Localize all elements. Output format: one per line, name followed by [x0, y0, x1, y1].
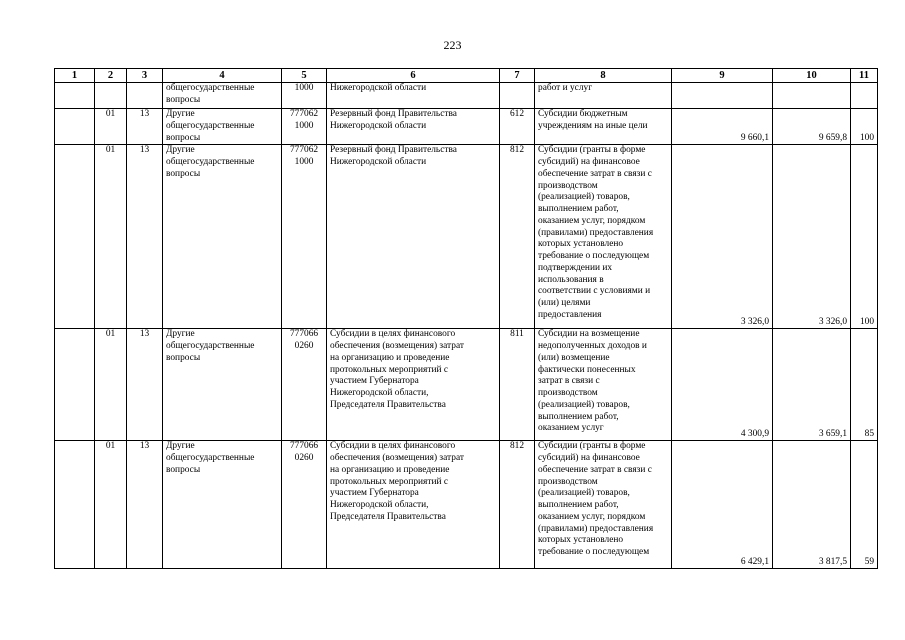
cell-text-line: вопросы [166, 464, 201, 475]
cell-text-line: подтверждении их [538, 262, 613, 273]
execution-percent-cell [851, 83, 878, 109]
row-number-cell [55, 83, 95, 109]
table-row [55, 329, 878, 441]
cell-text-line: (реализацией) товаров, [538, 399, 630, 410]
section-name-cell [163, 441, 282, 569]
cell-text-line: общегосударственные [166, 341, 255, 351]
cell-text-line: оказанием услуг, порядком [538, 511, 646, 522]
cell-text-line: (или) целями [538, 298, 591, 308]
cell-text-line: учреждениям на иные цели [538, 120, 648, 131]
cell-text-line: вопросы [166, 94, 201, 105]
cell-text-line: которых установлено [538, 535, 624, 546]
cell-text-line: 777062 [289, 109, 319, 119]
row-number-cell [55, 441, 95, 569]
expense-type-code-cell: 612 [500, 109, 535, 145]
cell-text-line: протокольных мероприятий с [330, 476, 449, 487]
target-article-cell [282, 83, 327, 109]
cell-text-line: Субсидии в целях финансового [330, 441, 456, 452]
expense-type-name-cell [535, 109, 672, 145]
row-number-cell [55, 329, 95, 441]
column-header: 7 [500, 69, 535, 83]
target-article-cell [282, 145, 327, 329]
cell-text-line: 1000 [294, 120, 314, 131]
expense-type-code-cell: 812 [500, 441, 535, 569]
cell-text-line: оказанием услуг, порядком [538, 215, 646, 226]
cell-text-line: вопросы [166, 132, 201, 143]
cell-text-line: общегосударственные [166, 453, 255, 463]
cell-text-line: выполнением работ, [538, 411, 619, 422]
executed-amount-cell: 3 817,5 [773, 441, 851, 569]
cell-text-line: производством [538, 476, 598, 487]
cell-text-line: оказанием услуг [538, 423, 604, 434]
cell-text-line: вопросы [166, 168, 201, 179]
cell-text-line: требование о последующем [538, 547, 650, 557]
column-header: 11 [851, 69, 878, 83]
cell-text-line: Нижегородской области, [330, 388, 429, 398]
cell-text-line: Субсидии (гранты в форме [538, 441, 646, 452]
expense-type-name-cell [535, 441, 672, 569]
executed-amount-cell [773, 83, 851, 109]
table-row [55, 145, 878, 329]
article-name-cell [327, 109, 500, 145]
section-name-cell [163, 145, 282, 329]
cell-text-line: предоставления [538, 309, 602, 320]
cell-text-line: Председателя Правительства [330, 399, 446, 410]
subsection-code-cell: 13 [127, 145, 163, 329]
cell-text-line: общегосударственные [166, 120, 255, 131]
row-number-cell [55, 145, 95, 329]
execution-percent-cell: 59 [851, 441, 878, 569]
table-body [55, 83, 878, 569]
cell-text-line: (правилами) предоставления [538, 227, 654, 238]
cell-text-line: (или) возмещение [538, 352, 610, 363]
subsection-code-cell: 13 [127, 109, 163, 145]
cell-text-line: работ и услуг [538, 83, 593, 93]
cell-text-line: Субсидии бюджетным [538, 109, 628, 119]
expense-type-name-cell [535, 83, 672, 109]
cell-text-line: Резервный фонд Правительства [330, 109, 457, 119]
cell-text-line: 777066 [289, 441, 319, 452]
cell-text-line: субсидий) на финансовое [538, 157, 640, 167]
cell-text-line: Другие [166, 329, 195, 340]
section-code-cell [95, 83, 127, 109]
section-code-cell: 01 [95, 329, 127, 441]
cell-text-line: 0260 [294, 341, 314, 351]
expense-type-name-cell [535, 145, 672, 329]
cell-text-line: вопросы [166, 352, 201, 363]
column-header: 9 [672, 69, 773, 83]
cell-text-line: производством [538, 388, 598, 398]
section-name-cell [163, 109, 282, 145]
column-header: 10 [773, 69, 851, 83]
planned-amount-cell: 3 326,0 [672, 145, 773, 329]
cell-text-line: (реализацией) товаров, [538, 488, 630, 499]
row-number-cell [55, 109, 95, 145]
executed-amount-cell: 9 659,8 [773, 109, 851, 145]
column-header: 2 [95, 69, 127, 83]
column-header: 6 [327, 69, 500, 83]
cell-text-line: (правилами) предоставления [538, 523, 654, 534]
cell-text-line: требование о последующем [538, 251, 650, 261]
cell-text-line: выполнением работ, [538, 204, 619, 214]
cell-text-line: Нижегородской области [330, 157, 427, 167]
article-name-cell [327, 441, 500, 569]
section-name-cell [163, 329, 282, 441]
cell-text-line: субсидий) на финансовое [538, 453, 640, 463]
cell-text-line: обеспечения (возмещения) затрат [330, 453, 464, 463]
planned-amount-cell: 9 660,1 [672, 109, 773, 145]
cell-text-line: выполнением работ, [538, 500, 619, 510]
expense-type-code-cell: 811 [500, 329, 535, 441]
target-article-cell [282, 329, 327, 441]
planned-amount-cell [672, 83, 773, 109]
cell-text-line: 1000 [294, 83, 314, 93]
executed-amount-cell: 3 326,0 [773, 145, 851, 329]
section-name-cell [163, 83, 282, 109]
cell-text-line: которых установлено [538, 239, 624, 250]
cell-text-line: 0260 [294, 453, 314, 463]
cell-text-line: Субсидии на возмещение [538, 329, 640, 340]
cell-text-line: Субсидии в целях финансового [330, 329, 456, 340]
cell-text-line: производством [538, 180, 598, 191]
cell-text-line: протокольных мероприятий с [330, 364, 449, 375]
column-header: 8 [535, 69, 672, 83]
cell-text-line: на организацию и проведение [330, 352, 450, 363]
subsection-code-cell [127, 83, 163, 109]
cell-text-line: 777066 [289, 329, 319, 340]
target-article-cell [282, 441, 327, 569]
table-row [55, 109, 878, 145]
execution-percent-cell: 100 [851, 109, 878, 145]
cell-text-line: Другие [166, 109, 195, 119]
cell-text-line: (реализацией) товаров, [538, 192, 630, 203]
cell-text-line: 1000 [294, 157, 314, 167]
planned-amount-cell: 4 300,9 [672, 329, 773, 441]
cell-text-line: использования в [538, 274, 604, 285]
target-article-cell [282, 109, 327, 145]
section-code-cell: 01 [95, 441, 127, 569]
subsection-code-cell: 13 [127, 329, 163, 441]
cell-text-line: Нижегородской области [330, 120, 427, 131]
cell-text-line: общегосударственные [166, 83, 255, 93]
table-row [55, 441, 878, 569]
execution-percent-cell: 85 [851, 329, 878, 441]
expense-type-code-cell: 812 [500, 145, 535, 329]
cell-text-line: участием Губернатора [330, 488, 419, 499]
column-header: 1 [55, 69, 95, 83]
section-code-cell: 01 [95, 145, 127, 329]
cell-text-line: Нижегородской области, [330, 500, 429, 510]
planned-amount-cell: 6 429,1 [672, 441, 773, 569]
cell-text-line: соответствии с условиями и [538, 286, 651, 297]
cell-text-line: фактически понесенных [538, 364, 636, 375]
cell-text-line: участием Губернатора [330, 376, 419, 387]
section-code-cell: 01 [95, 109, 127, 145]
cell-text-line: Нижегородской области [330, 83, 427, 93]
header-row [55, 69, 878, 83]
article-name-cell [327, 145, 500, 329]
cell-text-line: Субсидии (гранты в форме [538, 145, 646, 156]
budget-table [54, 68, 878, 569]
column-header: 5 [282, 69, 327, 83]
cell-text-line: обеспечение затрат в связи с [538, 168, 652, 179]
cell-text-line: недополученных доходов и [538, 341, 647, 351]
cell-text-line: обеспечения (возмещения) затрат [330, 341, 464, 351]
cell-text-line: обеспечение затрат в связи с [538, 464, 652, 475]
cell-text-line: Другие [166, 145, 195, 156]
cell-text-line: Председателя Правительства [330, 511, 446, 522]
article-name-cell [327, 83, 500, 109]
table-row [55, 83, 878, 109]
execution-percent-cell: 100 [851, 145, 878, 329]
page-number: 223 [443, 38, 462, 52]
cell-text-line: затрат в связи с [538, 376, 600, 387]
subsection-code-cell: 13 [127, 441, 163, 569]
column-header: 3 [127, 69, 163, 83]
cell-text-line: Другие [166, 441, 195, 452]
column-header: 4 [163, 69, 282, 83]
cell-text-line: Резервный фонд Правительства [330, 145, 457, 156]
expense-type-name-cell [535, 329, 672, 441]
cell-text-line: 777062 [289, 145, 319, 156]
executed-amount-cell: 3 659,1 [773, 329, 851, 441]
expense-type-code-cell [500, 83, 535, 109]
cell-text-line: на организацию и проведение [330, 464, 450, 475]
article-name-cell [327, 329, 500, 441]
cell-text-line: общегосударственные [166, 157, 255, 167]
